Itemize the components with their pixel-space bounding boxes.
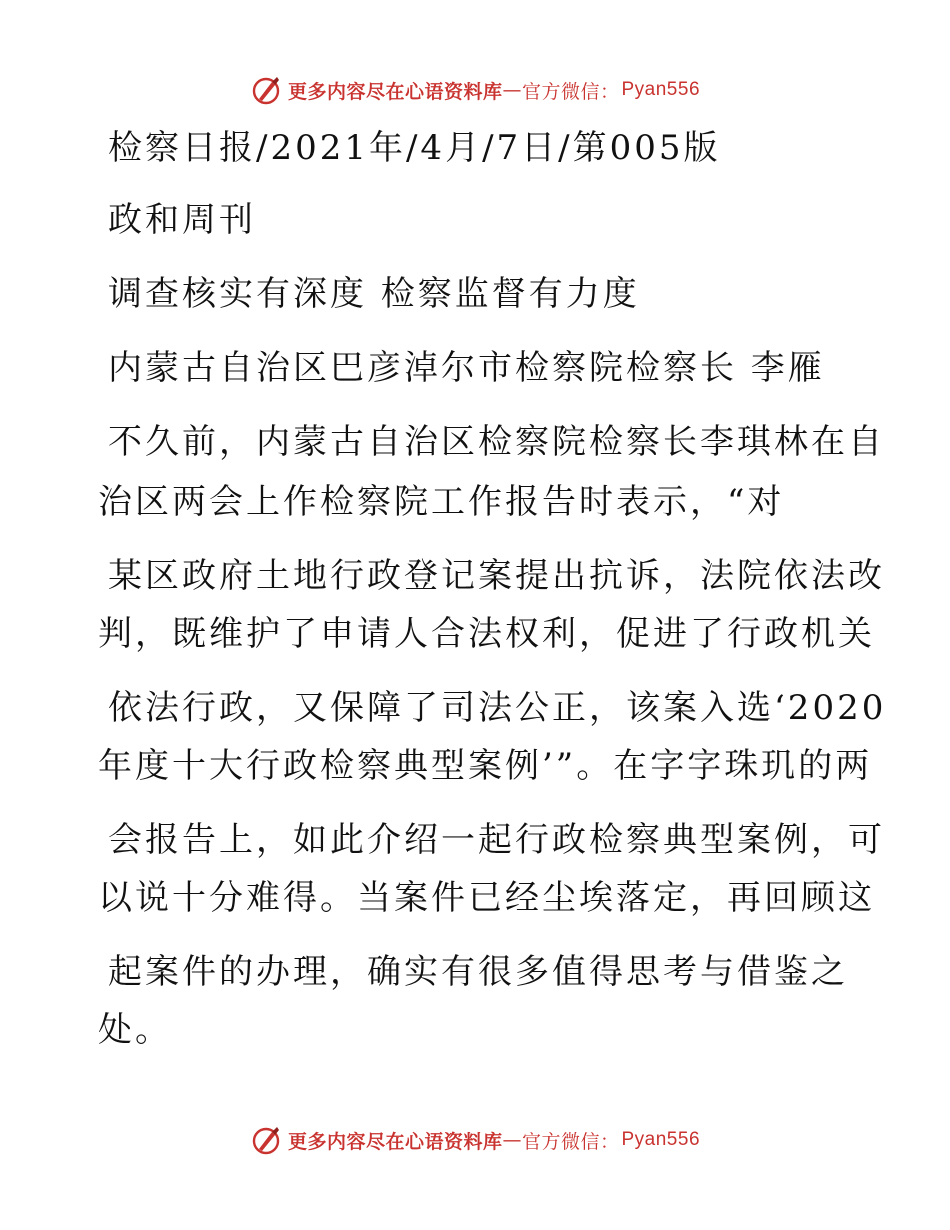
document-source: 检察日报/2021年/4月/7日/第005版 — [108, 128, 721, 168]
watermark-wechat-id: Pyan556 — [621, 79, 701, 100]
body-line: 某区政府土地行政登记案提出抗诉，法院依法改 — [108, 556, 885, 596]
watermark-wechat-label: 官方微信： — [521, 1130, 620, 1153]
body-line: 判，既维护了申请人合法权利，促进了行政机关 — [98, 614, 875, 654]
body-line: 以说十分难得。当案件已经尘埃落定，再回顾这 — [98, 878, 875, 918]
quill-pen-seal-icon — [250, 1124, 282, 1156]
watermark-main-text: 更多内容尽在心语资料库 — [287, 80, 503, 103]
watermark-banner-bottom — [0, 1120, 950, 1160]
watermark-separator: — — [502, 1129, 522, 1151]
watermark-banner-top — [0, 70, 950, 110]
body-line: 处。 — [98, 1010, 172, 1050]
body-line: 年度十大行政检察典型案例’”。在字字珠玑的两 — [98, 746, 873, 786]
watermark-wechat-label: 官方微信： — [521, 80, 620, 103]
body-line: 治区两会上作检察院工作报告时表示，“对 — [98, 482, 785, 522]
watermark-main-text: 更多内容尽在心语资料库 — [287, 1130, 503, 1153]
article-title: 调查核实有深度 检察监督有力度 — [108, 274, 640, 314]
watermark-wechat-id: Pyan556 — [621, 1129, 701, 1150]
body-line: 起案件的办理，确实有很多值得思考与借鉴之 — [108, 952, 848, 992]
quill-pen-seal-icon — [250, 74, 282, 106]
body-line: 不久前，内蒙古自治区检察院检察长李琪林在自 — [108, 422, 885, 462]
body-line: 依法行政，又保障了司法公正，该案入选‘2020 — [108, 688, 887, 728]
body-line: 会报告上，如此介绍一起行政检察典型案例，可 — [108, 820, 885, 860]
watermark-separator: — — [502, 79, 522, 101]
document-section: 政和周刊 — [108, 200, 256, 240]
article-author: 内蒙古自治区巴彦淖尔市检察院检察长 李雁 — [108, 348, 825, 388]
